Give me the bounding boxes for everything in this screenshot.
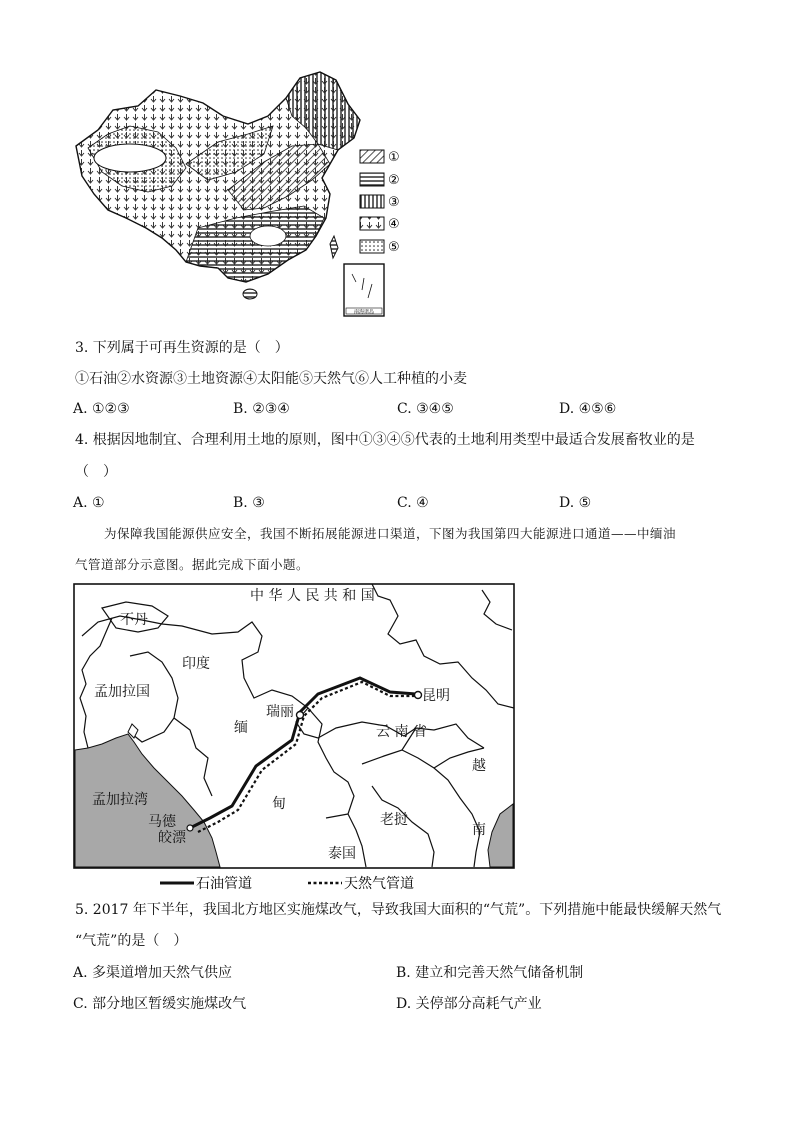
- legend-gas: 天然气管道: [344, 876, 414, 892]
- madeh-dot: [187, 825, 193, 831]
- q5-option-a[interactable]: A. 多渠道增加天然气供应: [73, 965, 233, 981]
- q4-stem-cont: （ ）: [75, 464, 117, 480]
- q3-option-b[interactable]: B. ②③④: [233, 401, 290, 417]
- inset-label: 南海诸岛: [353, 309, 375, 316]
- q3-option-c[interactable]: C. ③④⑤: [397, 401, 454, 417]
- china-map-legend: [360, 150, 400, 255]
- legend-4: ④: [388, 217, 400, 232]
- q4-option-a[interactable]: A. ①: [73, 495, 105, 511]
- legend-1: ①: [388, 150, 400, 165]
- label-bay: 孟加拉湾: [92, 792, 148, 808]
- q4-option-b[interactable]: B. ③: [233, 495, 265, 511]
- label-madeh-2: 皎漂: [158, 830, 186, 846]
- label-bhutan: 不丹: [120, 612, 148, 628]
- label-myanmar-2: 甸: [272, 796, 286, 812]
- label-ruili: 瑞丽: [266, 704, 294, 720]
- q3-option-a[interactable]: A. ①②③: [73, 401, 130, 417]
- q5-option-c[interactable]: C. 部分地区暂缓实施煤改气: [73, 996, 247, 1012]
- ruili-dot: [297, 712, 304, 719]
- legend-5: ⑤: [388, 240, 400, 255]
- pipeline-legend: [160, 875, 414, 892]
- label-china: 中 华 人 民 共 和 国: [250, 588, 375, 604]
- q4-stem: 4. 根据因地制宜、合理利用土地的原则，图中①③④⑤代表的土地利用类型中最适合发展畜牧业的是: [75, 432, 695, 448]
- q4-option-d[interactable]: D. ⑤: [559, 495, 592, 511]
- kunming-dot: [415, 692, 422, 699]
- label-madeh-1: 马德: [148, 814, 176, 830]
- q3-items: ①石油②水资源③土地资源④太阳能⑤天然气⑥人工种植的小麦: [75, 371, 467, 387]
- china-land-use-map: [68, 68, 398, 320]
- pipeline-map: [72, 582, 518, 894]
- south-china-sea-inset: [344, 264, 384, 316]
- q3-stem: 3. 下列属于可再生资源的是（ ）: [75, 340, 289, 356]
- legend-3: ③: [388, 195, 400, 210]
- label-yunnan: 云 南 省: [376, 724, 427, 740]
- label-kunming: 昆明: [422, 688, 450, 704]
- label-bangladesh: 孟加拉国: [94, 684, 150, 700]
- label-myanmar-1: 缅: [234, 720, 248, 736]
- intro-line-2: 气管道部分示意图。据此完成下面小题。: [75, 557, 310, 572]
- legend-2: ②: [388, 173, 400, 188]
- q5-stem-cont: “气荒”的是（ ）: [75, 933, 188, 949]
- label-thailand: 泰国: [328, 846, 356, 862]
- q3-option-d[interactable]: D. ④⑤⑥: [559, 401, 617, 417]
- q5-option-b[interactable]: B. 建立和完善天然气储备机制: [396, 965, 584, 981]
- label-vietnam-1: 越: [472, 758, 486, 774]
- intro-line-1: 为保障我国能源供应安全，我国不断拓展能源进口渠道，下图为我国第四大能源进口通道——中缅油: [104, 526, 677, 541]
- q4-option-c[interactable]: C. ④: [397, 495, 429, 511]
- label-vietnam-2: 南: [472, 822, 486, 838]
- label-laos: 老挝: [380, 812, 408, 828]
- q5-option-d[interactable]: D. 关停部分高耗气产业: [396, 996, 542, 1012]
- label-india: 印度: [182, 656, 210, 672]
- legend-oil: 石油管道: [196, 876, 252, 892]
- q5-stem: 5. 2017 年下半年，我国北方地区实施煤改气，导致我国大面积的“气荒”。下列措施中能最快缓解天然气: [75, 902, 722, 918]
